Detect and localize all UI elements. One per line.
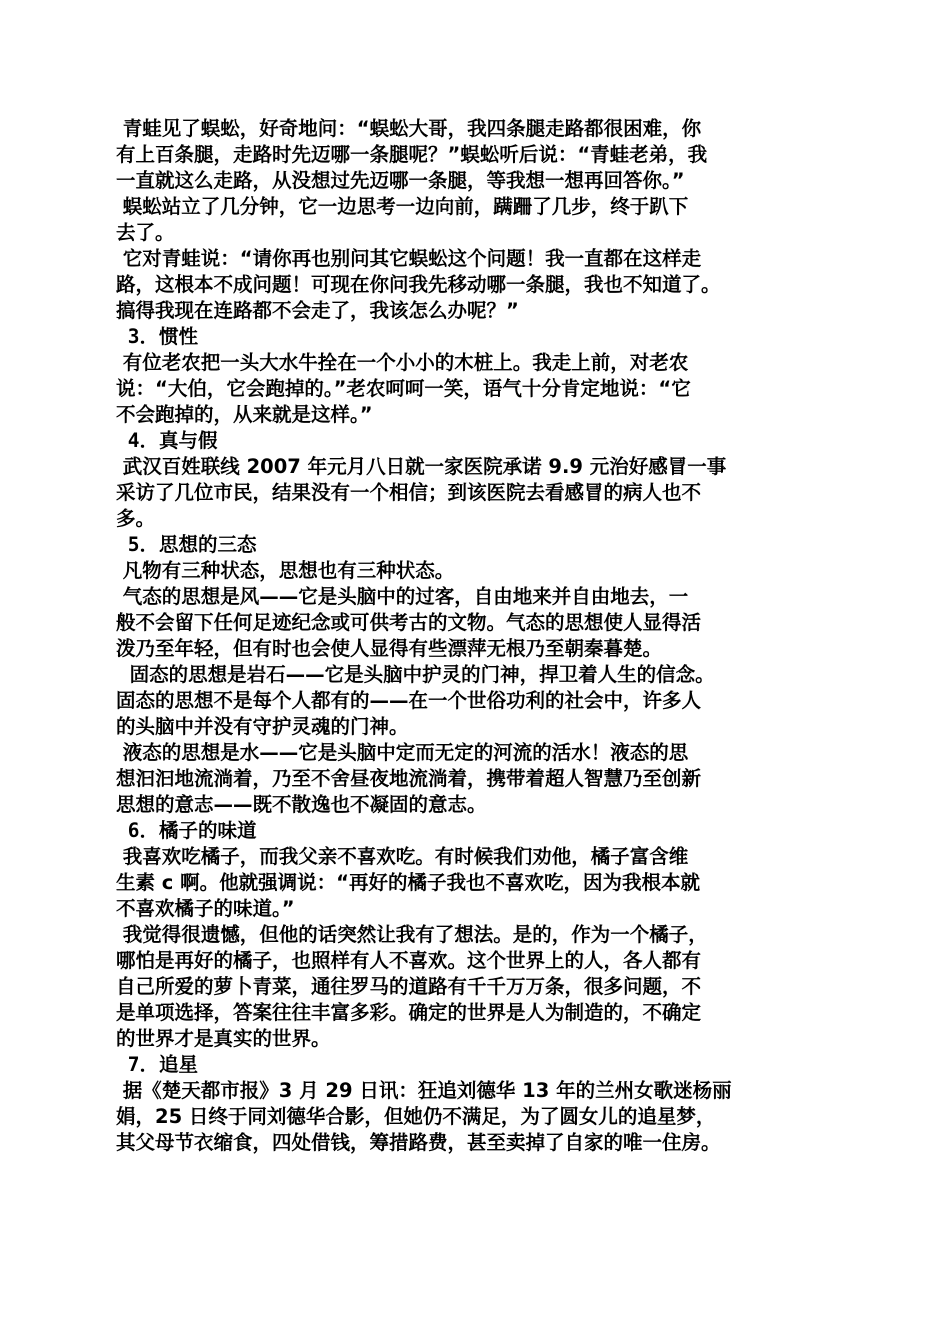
text-line: 液态的思想是水——它是头脑中定而无定的河流的活水！液态的思 bbox=[116, 741, 689, 764]
text-line: 思想的意志——既不散逸也不凝固的意志。 bbox=[116, 793, 487, 816]
section-heading: 7．追星 bbox=[116, 1053, 198, 1076]
text-line: 说：“大伯，它会跑掉的。”老农呵呵一笑，语气十分肯定地说：“它 bbox=[116, 377, 691, 400]
document-page bbox=[116, 116, 838, 1156]
section-heading: 3．惯性 bbox=[116, 325, 198, 348]
text-line: 其父母节衣缩食，四处借钱，筹措路费，甚至卖掉了自家的唯一住房。 bbox=[116, 1131, 721, 1154]
text-line: 搞得我现在连路都不会走了，我该怎么办呢？” bbox=[116, 299, 519, 322]
text-line: 固态的思想是岩石——它是头脑中护灵的门神，捍卫着人生的信念。 bbox=[116, 663, 715, 686]
text-line: 青蛙见了蜈蚣，好奇地问：“蜈蚣大哥，我四条腿走路都很困难，你 bbox=[116, 117, 702, 140]
section-heading: 4．真与假 bbox=[116, 429, 218, 452]
text-line: 蜈蚣站立了几分钟，它一边思考一边向前，蹒跚了几步，终于趴下 bbox=[116, 195, 689, 218]
section-heading: 6．橘子的味道 bbox=[116, 819, 257, 842]
text-line: 我喜欢吃橘子，而我父亲不喜欢吃。有时候我们劝他，橘子富含维 bbox=[116, 845, 689, 868]
text-line: 固态的思想不是每个人都有的——在一个世俗功利的社会中，许多人 bbox=[116, 689, 702, 712]
text-line: 般不会留下任何足迹纪念或可供考古的文物。气态的思想使人显得活 bbox=[116, 611, 702, 634]
text-line: 哪怕是再好的橘子，也照样有人不喜欢。这个世界上的人，各人都有 bbox=[116, 949, 702, 972]
text-line: 想汩汩地流淌着，乃至不舍昼夜地流淌着，携带着超人智慧乃至创新 bbox=[116, 767, 702, 790]
text-line: 娟，25 日终于同刘德华合影，但她仍不满足，为了圆女儿的追星梦， bbox=[116, 1105, 716, 1128]
text-line: 路，这根本不成问题！可现在你问我先移动哪一条腿，我也不知道了。 bbox=[116, 273, 721, 296]
text-line: 它对青蛙说：“请你再也别问其它蜈蚣这个问题！我一直都在这样走 bbox=[116, 247, 702, 270]
text-line: 武汉百姓联线 2007 年元月八日就一家医院承诺 9.9 元治好感冒一事 bbox=[116, 455, 727, 478]
text-line: 自己所爱的萝卜青菜，通往罗马的道路有千千万万条，很多问题，不 bbox=[116, 975, 702, 998]
text-line: 生素 c 啊。他就强调说：“再好的橘子我也不喜欢吃，因为我根本就 bbox=[116, 871, 700, 894]
section-heading: 5．思想的三态 bbox=[116, 533, 257, 556]
text-line: 的世界才是真实的世界。 bbox=[116, 1027, 331, 1050]
text-line: 是单项选择，答案往往丰富多彩。确定的世界是人为制造的，不确定 bbox=[116, 1001, 702, 1024]
text-line: 的头脑中并没有守护灵魂的门神。 bbox=[116, 715, 409, 738]
text-line: 有位老农把一头大水牛拴在一个小小的木桩上。我走上前，对老农 bbox=[116, 351, 689, 374]
text-line: 采访了几位市民，结果没有一个相信；到该医院去看感冒的病人也不 bbox=[116, 481, 702, 504]
text-line: 凡物有三种状态，思想也有三种状态。 bbox=[116, 559, 455, 582]
text-line: 泼乃至年轻，但有时也会使人显得有些漂萍无根乃至朝秦暮楚。 bbox=[116, 637, 663, 660]
text-line: 去了。 bbox=[116, 221, 175, 244]
text-line: 气态的思想是风——它是头脑中的过客，自由地来并自由地去，一 bbox=[116, 585, 689, 608]
text-line: 据《楚天都市报》3 月 29 日讯：狂追刘德华 13 年的兰州女歌迷杨丽 bbox=[116, 1079, 732, 1102]
text-line: 有上百条腿，走路时先迈哪一条腿呢？”蜈蚣听后说：“青蛙老弟，我 bbox=[116, 143, 708, 166]
text-line: 一直就这么走路，从没想过先迈哪一条腿，等我想一想再回答你。” bbox=[116, 169, 685, 192]
text-line: 不会跑掉的，从来就是这样。” bbox=[116, 403, 373, 426]
text-line: 我觉得很遗憾，但他的话突然让我有了想法。是的，作为一个橘子， bbox=[116, 923, 708, 946]
text-line: 不喜欢橘子的味道。” bbox=[116, 897, 295, 920]
text-line: 多。 bbox=[116, 507, 156, 530]
